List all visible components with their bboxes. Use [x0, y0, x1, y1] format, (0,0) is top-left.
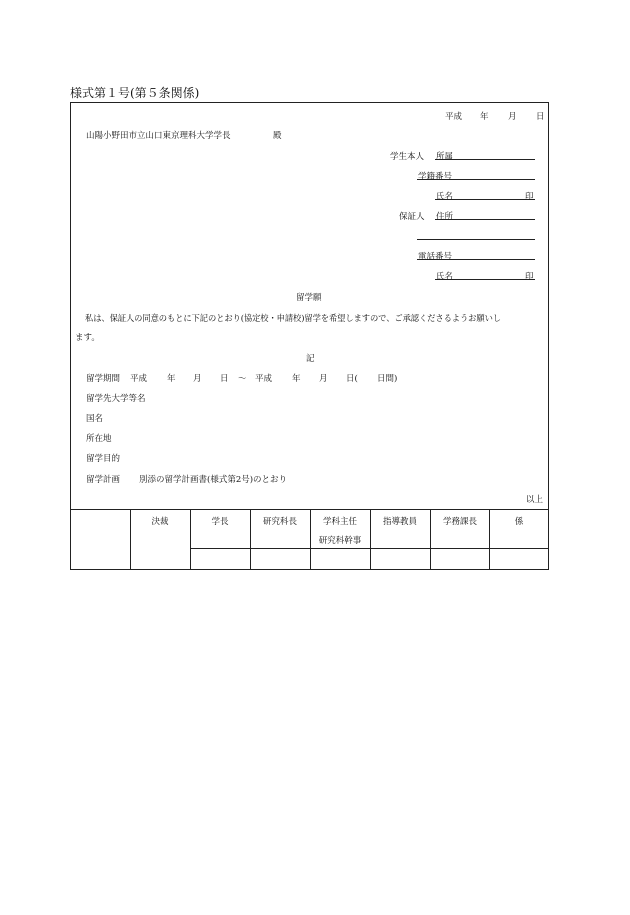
field-plan-label: 留学計画 — [86, 475, 121, 485]
guarantor-name-label: 氏名 — [436, 272, 454, 282]
period-end-day: 日( — [346, 374, 358, 384]
approval-graduate-secretary-label: 研究科幹事 — [318, 536, 362, 546]
date-day: 日 — [536, 112, 545, 122]
request-title: 留学願 — [296, 293, 322, 303]
period-label: 留学期間 — [86, 374, 121, 384]
approval-decision-label: 決裁 — [151, 517, 169, 527]
date-month: 月 — [508, 112, 517, 122]
guarantor-address-label: 住所 — [436, 212, 454, 222]
form-frame — [70, 102, 549, 570]
period-start-year: 年 — [167, 374, 176, 384]
note-heading: 記 — [306, 354, 315, 364]
guarantor-phone-line — [417, 259, 535, 260]
period-tilde: ～ — [238, 374, 247, 384]
student-affiliation-line — [435, 159, 535, 160]
period-days-label: 日間) — [377, 374, 398, 384]
approval-academic-affairs-head-label: 学務課長 — [442, 517, 477, 527]
approval-advisor-label: 指導教員 — [382, 517, 417, 527]
student-affiliation-label: 所属 — [436, 152, 454, 162]
period-end-era: 平成 — [255, 374, 273, 384]
student-seal: 印 — [525, 192, 534, 202]
field-university-label: 留学先大学等名 — [86, 394, 146, 404]
approval-graduate-dean-label: 研究科長 — [262, 517, 297, 527]
guarantor-phone-label: 電話番号 — [418, 252, 453, 262]
guarantor-address-line — [435, 219, 535, 220]
period-start-day: 日 — [220, 374, 229, 384]
approval-clerk-label: 係 — [514, 517, 524, 527]
request-body-line1: 私は、保証人の同意のもとに下記のとおり(協定校・申請校)留学を希望しますので、ご承認くださるようお願いし — [85, 313, 501, 323]
guarantor-address-line-2 — [417, 239, 535, 240]
student-name-line — [435, 199, 535, 200]
date-era: 平成 — [445, 112, 463, 122]
period-end-month: 月 — [319, 374, 328, 384]
approval-president-label: 学長 — [211, 517, 229, 527]
field-country-label: 国名 — [86, 414, 104, 424]
approval-department-chair-label: 学科主任 — [322, 517, 357, 527]
student-name-label: 氏名 — [436, 192, 454, 202]
field-plan-value: 別添の留学計画書(様式第2号)のとおり — [139, 475, 288, 485]
period-start-era: 平成 — [130, 374, 148, 384]
guarantor-heading: 保証人 — [399, 212, 425, 222]
form-number-title: 様式第１号(第５条関係) — [70, 86, 200, 100]
student-number-line — [417, 179, 535, 180]
date-year: 年 — [480, 112, 489, 122]
addressee-honorific: 殿 — [273, 131, 282, 141]
student-number-label: 学籍番号 — [418, 172, 453, 182]
guarantor-name-line — [435, 279, 535, 280]
guarantor-seal: 印 — [525, 272, 534, 282]
student-heading: 学生本人 — [390, 152, 425, 162]
period-end-year: 年 — [292, 374, 301, 384]
field-location-label: 所在地 — [86, 434, 112, 444]
period-start-month: 月 — [193, 374, 202, 384]
closing-text: 以上 — [526, 495, 544, 505]
addressee-name: 山陽小野田市立山口東京理科大学学長 — [86, 131, 231, 141]
request-body-line2: ます。 — [75, 333, 100, 343]
field-purpose-label: 留学目的 — [86, 454, 121, 464]
